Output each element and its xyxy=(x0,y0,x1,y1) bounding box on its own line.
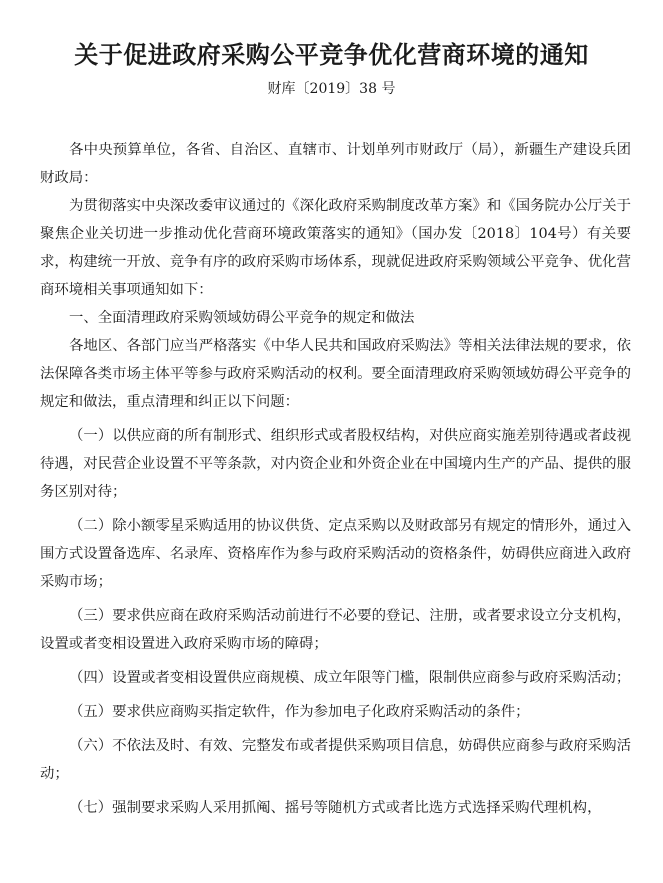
list-item-2: （二）除小额零星采购适用的协议供货、定点采购以及财政部另有规定的情形外，通过入围方式设置备选库、名录库、资格库作为参与政府采购活动的资格条件，妨碍供应商进入政府采购市场； xyxy=(40,518,631,590)
list-item-5: （五）要求供应商购买指定软件，作为参加电子化政府采购活动的条件； xyxy=(69,704,530,720)
document-body xyxy=(40,136,631,822)
intro-paragraph: 为贯彻落实中央深改委审议通过的《深化政府采购制度改革方案》和《国务院办公厅关于聚焦企业关切进一步推动优化营商环境政策落实的通知》（国办发〔2018〕104号）有关要求，构建统一开放、竞争有序的政府采购市场体系，现就促进政府采购领域公平竞争、优化营商环境相关事项通知如下： xyxy=(40,198,631,298)
section-1-paragraph: 各地区、各部门应当严格落实《中华人民共和国政府采购法》等相关法律法规的要求，依法保障各类市场主体平等参与政府采购活动的权利。要全面清理政府采购领域妨碍公平竞争的规定和做法，重点清理和纠正以下问题： xyxy=(40,338,631,410)
document-title: 关于促进政府采购公平竞争优化营商环境的通知 xyxy=(74,41,589,69)
section-heading-1: 一、全面清理政府采购领域妨碍公平竞争的规定和做法 xyxy=(69,310,415,326)
list-item-1: （一）以供应商的所有制形式、组织形式或者股权结构，对供应商实施差别待遇或者歧视待遇，对民营企业设置不平等条款，对内资企业和外资企业在中国境内生产的产品、提供的服务区别对待； xyxy=(40,428,631,500)
list-item-3: （三）要求供应商在政府采购活动前进行不必要的登记、注册，或者要求设立分支机构，设置或者变相设置进入政府采购市场的障碍； xyxy=(40,608,631,652)
list-item-6: （六）不依法及时、有效、完整发布或者提供采购项目信息，妨碍供应商参与政府采购活动； xyxy=(40,738,631,782)
document-number: 财库〔2019〕38 号 xyxy=(267,81,396,97)
salutation-paragraph: 各中央预算单位，各省、自治区、直辖市、计划单列市财政厅（局），新疆生产建设兵团财政局： xyxy=(40,142,631,186)
list-item-4: （四）设置或者变相设置供应商规模、成立年限等门槛，限制供应商参与政府采购活动； xyxy=(69,670,631,686)
list-item-7: （七）强制要求采购人采用抓阄、摇号等随机方式或者比选方式选择采购代理机构， xyxy=(69,800,602,816)
